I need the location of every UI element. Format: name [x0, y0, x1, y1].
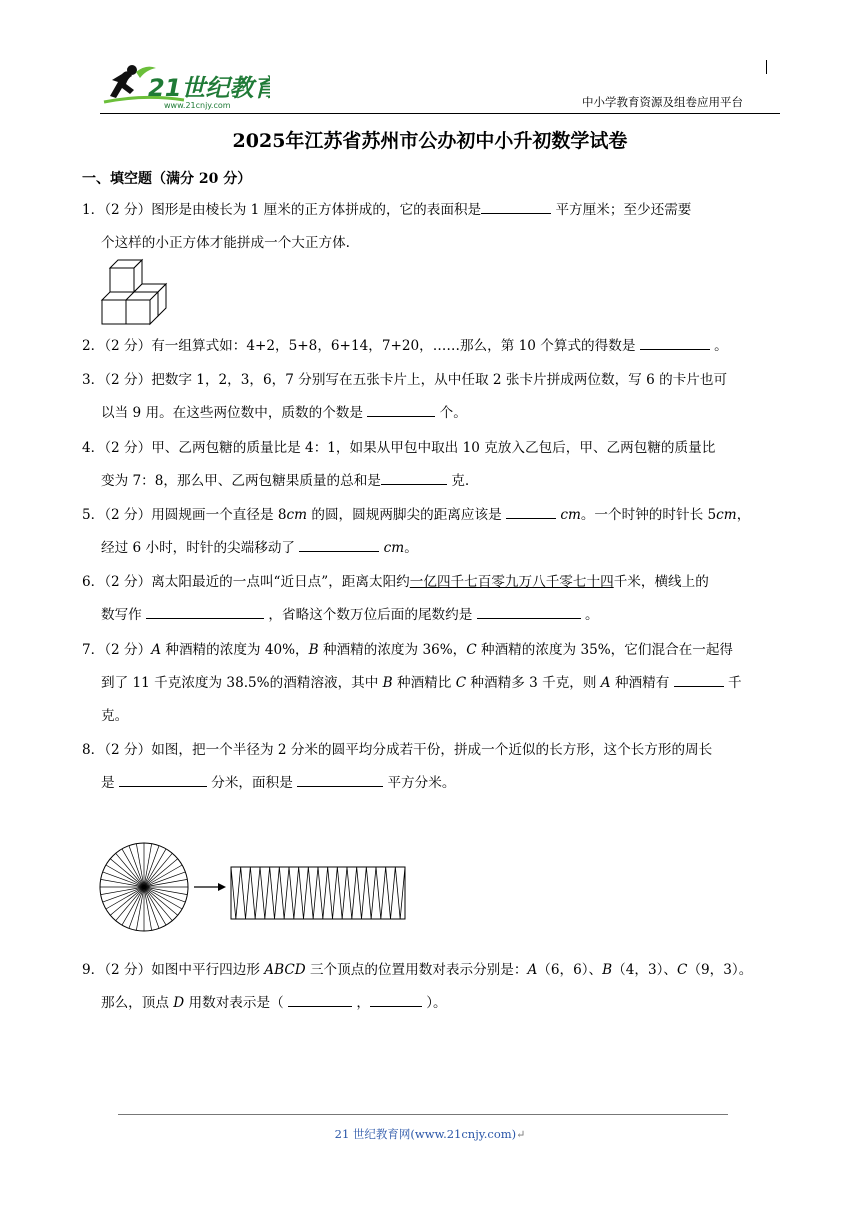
- answer-blank[interactable]: [297, 772, 383, 787]
- answer-blank[interactable]: [146, 604, 264, 619]
- header-tick: [766, 60, 767, 74]
- question-1: 1．（2 分）图形是由棱长为 1 厘米的正方体拼成的，它的表面积是 平方厘米；至少还需要 个这样的小正方体才能拼成一个大正方体.: [82, 194, 780, 260]
- question-8: 8．（2 分）如图，把一个半径为 2 分米的圆平均分成若干份，拼成一个近似的长方形，这个长方形的周长 是 分米，面积是 平方分米。: [82, 742, 713, 791]
- logo-text: 21世纪教育: [148, 74, 270, 102]
- underlined-number: 一亿四千七百零九万八千零七十四: [409, 574, 614, 590]
- header-divider: [100, 113, 780, 114]
- answer-blank[interactable]: [299, 537, 379, 552]
- answer-blank[interactable]: [640, 335, 710, 350]
- answer-blank[interactable]: [674, 672, 724, 687]
- question-9: 9．（2 分）如图中平行四边形 ABCD 三个顶点的位置用数对表示分别是：A（6，6）、B（4，3）、C（9，3）。 那么，顶点 D 用数对表示是（ ， ）。: [82, 962, 753, 1011]
- cube-figure: [100, 258, 170, 332]
- question-3: 3．（2 分）把数字 1，2，3，6，7 分别写在五张卡片上，从中任取 2 张卡片拼成两位数，写 6 的卡片也可 以当 9 用。在这些两位数中，质数的个数是 个。: [82, 372, 728, 421]
- answer-blank[interactable]: [506, 504, 556, 519]
- section-heading: 一、填空题（满分 20 分）: [82, 171, 252, 187]
- footer-divider: [118, 1114, 728, 1115]
- site-logo: [100, 62, 270, 114]
- header-platform-text: 中小学教育资源及组卷应用平台: [582, 95, 743, 109]
- logo-url: www.21cnjy.com: [164, 101, 231, 110]
- answer-blank[interactable]: [477, 604, 581, 619]
- answer-blank[interactable]: [381, 470, 447, 485]
- question-6: 6．（2 分）离太阳最近的一点叫“近日点”，距离太阳约一亿四千七百零九万八千零七十四千米，横线上的 数写作 ，省略这个数万位后面的尾数约是 。: [82, 574, 709, 623]
- page-title: 2025年江苏省苏州市公办初中小升初数学试卷: [232, 130, 628, 152]
- arrow-head: [218, 883, 226, 891]
- answer-blank[interactable]: [288, 992, 352, 1007]
- return-mark-icon: ↵: [516, 1128, 526, 1141]
- answer-blank[interactable]: [367, 402, 435, 417]
- question-4: 4．（2 分）甲、乙两包糖的质量比是 4：1，如果从甲包中取出 10 克放入乙包后，甲、乙两包糖的质量比 变为 7：8，那么甲、乙两包糖果质量的总和是 克.: [82, 440, 716, 489]
- question-5: 5．（2 分）用圆规画一个直径是 8cm 的圆，圆规两脚尖的距离应该是 cm。一个时钟的时针长 5cm， 经过 6 小时，时针的尖端移动了 cm。: [82, 499, 780, 565]
- answer-blank[interactable]: [481, 199, 551, 214]
- question-2: 2．（2 分）有一组算式如：4+2，5+8，6+14，7+20，……那么，第 10 个算式的得数是 。: [82, 330, 780, 363]
- answer-blank[interactable]: [119, 772, 207, 787]
- question-7: 7．（2 分）A 种酒精的浓度为 40%，B 种酒精的浓度为 36%，C 种酒精的浓度为 35%，它们混合在一起得 到了 11 千克浓度为 38.5%的酒精溶液，其中 B 种酒精比 C 种酒精多 3 千克，则 A 种酒精有 千 克。: [82, 642, 742, 724]
- answer-blank[interactable]: [370, 992, 422, 1007]
- footer-link[interactable]: 21 世纪教育网(www.21cnjy.com)↵: [334, 1127, 526, 1141]
- approx-rectangle-figure: [230, 866, 406, 924]
